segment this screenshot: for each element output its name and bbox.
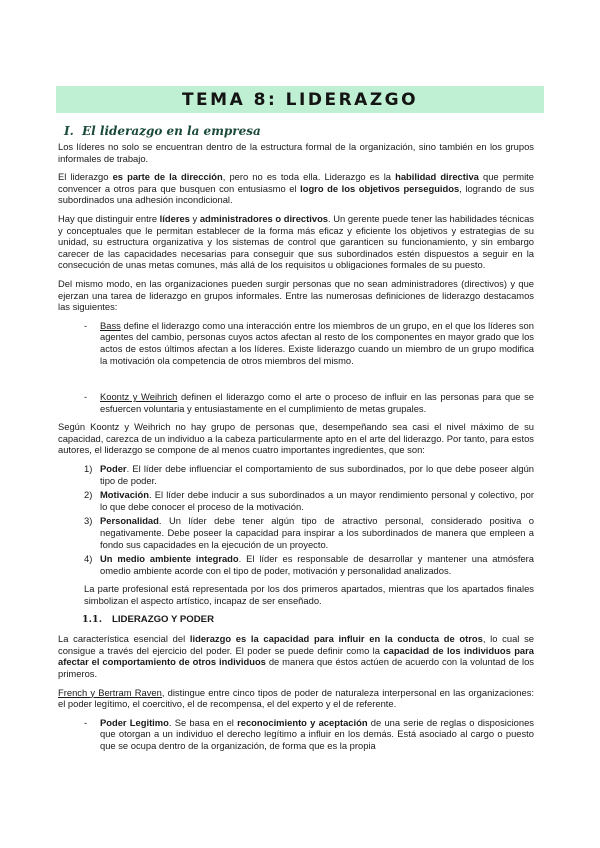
section-number: I. — [64, 124, 74, 138]
list-item: 1) Poder. El líder debe influenciar el comportamiento de sus subordinados, por lo que debe poseer algún tipo de poder. — [84, 463, 534, 486]
author-name: Koontz y Weihrich — [100, 391, 178, 403]
definitions-list — [58, 320, 534, 415]
paragraph-power: La característica esencial del liderazgo es la capacidad para influir en la conducta de otros, lo cual se consigue a través del ejercicio del poder. El poder se puede definir como la capacidad de los individuos para afectar el comportamiento de otros individuos de manera que éstos actúen de acuerdo con la voluntad de los primeros. — [58, 633, 535, 679]
paragraph-definition: El liderazgo es parte de la dirección, pero no es toda ella. Liderazgo es la habilidad directiva que permite convencer a otros para que busquen con entusiasmo el logro de los objetivos perseguidos, logrando de sus subordinados una adhesión incondicional. — [58, 171, 535, 206]
section-title: El liderazgo en la empresa — [82, 124, 261, 138]
subsection-title: LIDERAZGO Y PODER — [112, 613, 214, 625]
list-item: - Bass define el liderazgo como una interacción entre los miembros de un grupo, en el que los líderes son agentes del cambio, personas cuyos actos afectan al resto de los componentes en mayor grado que los actos de estos últimos afectan a los líderes. Existe liderazgo cuando un miembro de un grupo modifica la motivación ola competencia de otros miembros del mismo. — [84, 319, 534, 366]
document-body — [58, 141, 534, 759]
paragraph-professional-artistic: La parte profesional está representada por los dos primeros apartados, mientras que los apartados finales simbolizan el aspecto artístico, incapaz de ser enseñado. — [84, 583, 534, 606]
paragraph-leaders-vs-managers: Hay que distinguir entre líderes y administradores o directivos. Un gerente puede tener las habilidades técnicas y conceptuales que le permitan establecer de la forma más eficaz y eficiente los objetivos y estrategias de su unidad, su estructura organizativa y los sistemas de control que garanticen su funcionamiento, y sin embargo carecer de las capacidades necesarias para conseguir que sus subordinados estén dispuestos a seguir en la consecución de unas metas comunes, más allá de los requisitos u obligaciones formales de su puesto. — [58, 212, 534, 271]
list-item: 3) Personalidad. Un líder debe tener algún tipo de atractivo personal, considerado positiva o negativamente. Debe poseer la capacidad para inspirar a los subordinados de manera que empleen a fondo sus capacidades en la ejecución de un proyecto. — [84, 515, 534, 550]
subsection-number: 1.1. — [82, 613, 103, 625]
power-types-list — [58, 717, 534, 752]
list-item: 4) Un medio ambiente integrado. El líder es responsable de desarrollar y mantener una atmósfera omedio ambiente acorde con el tipo de poder, motivación y personalidad analizados. — [84, 553, 534, 576]
list-spacer — [58, 372, 534, 385]
paragraph-power-types: French y Bertram Raven, distingue entre cinco tipos de poder de naturaleza interpersonal en las organizaciones: el poder legítimo, el coercitivo, el de recompensa, el del experto y el de referente. — [58, 686, 534, 710]
paragraph-informal-leaders: Del mismo modo, en las organizaciones pueden surgir personas que no sean administradores (directivos) y que ejerzan una tarea de liderazgo en grupos informales. Entre las numerosas definiciones de liderazgo destacamos las siguientes: — [58, 277, 534, 313]
author-name: French y Bertram Raven, — [58, 686, 165, 698]
section-heading — [64, 124, 261, 138]
list-item: 2) Motivación. El líder debe inducir a sus subordinados a un mayor rendimiento personal y colectivo, por lo que debe conocer el proceso de la motivación. — [84, 489, 534, 512]
subsection-heading — [58, 614, 534, 626]
paragraph-ingredients-intro: Según Koontz y Weihrich no hay grupo de personas que, desempeñando sea casi el nivel máximo de su capacidad, carezca de un individuo a la cabeza particularmente apto en el arte del liderazgo. Por tanto, para estos autores, el liderazgo se compone de al menos cuatro importantes ingredientes, que son: — [58, 421, 534, 456]
ingredients-list — [58, 463, 534, 576]
page-title: TEMA 8: LIDERAZGO — [181, 89, 419, 110]
author-name: Bass — [100, 319, 121, 331]
list-item: - Koontz y Weihrich definen el liderazgo como el arte o proceso de influir en las personas para que se esfuercen voluntaria y entusiastamente en el cumplimiento de metas grupales. — [84, 391, 534, 414]
list-item: - Poder Legitimo. Se basa en el reconocimiento y aceptación de una serie de reglas o disposiciones que otorgan a un individuo el derecho legítimo a influir en los demás. Está asociado al cargo o puesto que se ocupa dentro de la organización, de forma que es la propia — [84, 716, 534, 751]
paragraph-intro: Los líderes no solo se encuentran dentro de la estructura formal de la organización, sino también en los grupos informales de trabajo. — [58, 141, 534, 164]
title-banner — [56, 86, 544, 113]
